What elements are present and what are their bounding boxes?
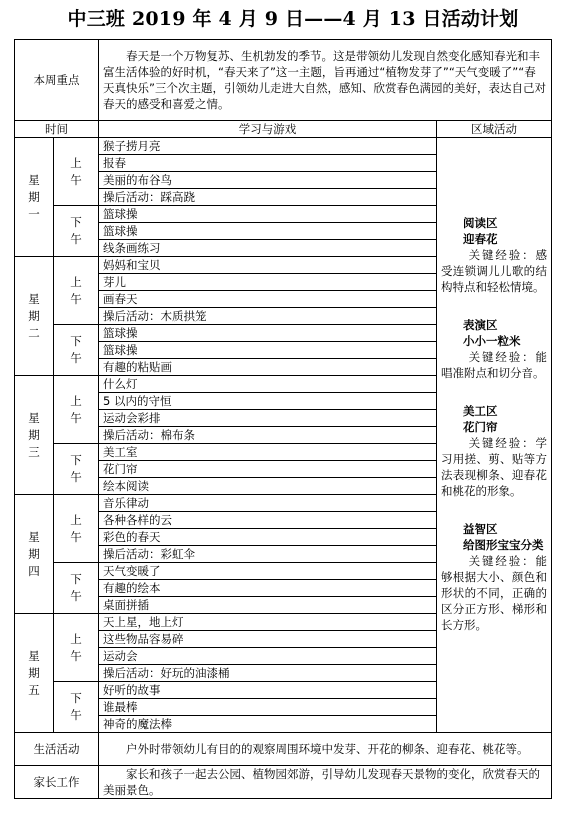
- header-learn: 学习与游戏: [99, 121, 437, 138]
- activity-item: 5 以内的守恒: [99, 393, 437, 410]
- activity-item: 操后活动：好玩的油漆桶: [99, 665, 437, 682]
- activity-item: 有趣的粘贴画: [99, 359, 437, 376]
- half-label-am: 上 午: [54, 257, 99, 325]
- activity-item: 芽儿: [99, 274, 437, 291]
- table-row: [15, 138, 552, 155]
- day-label-wed: [15, 376, 54, 495]
- activity-item: 猴子捞月亮: [99, 138, 437, 155]
- activity-item: 篮球操: [99, 223, 437, 240]
- parents-row: [15, 766, 552, 799]
- area-block-art: [441, 403, 547, 499]
- area-activity: 花门帘: [463, 420, 498, 434]
- activity-plan-table: [14, 39, 552, 799]
- day-label-fri: [15, 614, 54, 733]
- half-label-am: 上 午: [54, 138, 99, 206]
- area-activity: 给图形宝宝分类: [463, 538, 544, 552]
- parents-text: 家长和孩子一起去公园、植物园郊游，引导幼儿发现春天景物的变化，欣赏春天的美丽景色。: [99, 766, 552, 799]
- area-activity: 小小一粒米: [463, 334, 521, 348]
- day-label-text: 星 期 五: [28, 648, 40, 697]
- day-label-text: 星 期 三: [28, 410, 40, 459]
- activity-item: 运动会彩排: [99, 410, 437, 427]
- header-area: 区域活动: [437, 121, 552, 138]
- half-label-pm: 下 午: [54, 444, 99, 495]
- focus-label: 本周重点: [15, 40, 99, 121]
- area-block-reading: [441, 215, 547, 295]
- activity-item: 好听的故事: [99, 682, 437, 699]
- half-label-pm: 下 午: [54, 682, 99, 733]
- activity-item: 线条画练习: [99, 240, 437, 257]
- area-block-performance: [441, 317, 547, 381]
- activity-item: 操后活动：彩虹伞: [99, 546, 437, 563]
- activity-item: 美工室: [99, 444, 437, 461]
- activity-item: 美丽的布谷鸟: [99, 172, 437, 189]
- activity-item: 操后活动：棉布条: [99, 427, 437, 444]
- half-label-pm: 下 午: [54, 563, 99, 614]
- activity-item: 各种各样的云: [99, 512, 437, 529]
- activity-item: 有趣的绘本: [99, 580, 437, 597]
- area-name: 表演区: [463, 318, 498, 332]
- life-label: 生活活动: [15, 733, 99, 766]
- activity-item: 神奇的魔法棒: [99, 716, 437, 733]
- focus-text: 春天是一个万物复苏、生机勃发的季节。这是带领幼儿发现自然变化感知春光和丰富生活体验的好时机，“春天来了”这一主题，旨再通过“植物发芽了”“天气变暖了”“春天真快乐”三个次主题，引领幼儿走进大自然，感知、欣赏春色满园的美好，表达自己对春天的感受和喜爱之情。: [99, 40, 552, 121]
- day-label-text: 星 期 一: [28, 172, 40, 221]
- area-name: 益智区: [463, 522, 498, 536]
- activity-item: 篮球操: [99, 325, 437, 342]
- activity-item: 谁最棒: [99, 699, 437, 716]
- activity-item: 花门帘: [99, 461, 437, 478]
- area-block-puzzle: [441, 521, 547, 633]
- day-label-text: 星 期 四: [28, 529, 40, 578]
- activity-item: 运动会: [99, 648, 437, 665]
- half-label-pm: 下 午: [54, 325, 99, 376]
- area-key-experience: 关键经验：感受连锁调儿儿歌的结构特点和轻松情境。: [441, 248, 547, 294]
- activity-item: 音乐律动: [99, 495, 437, 512]
- day-label-tue: [15, 257, 54, 376]
- area-activities-column: [437, 138, 552, 733]
- activity-item: 桌面拼插: [99, 597, 437, 614]
- parents-label: 家长工作: [15, 766, 99, 799]
- page-title: 中三班 2019 年 4 月 9 日——4 月 13 日活动计划: [67, 8, 519, 30]
- activity-item: 篮球操: [99, 206, 437, 223]
- half-label-pm: 下 午: [54, 206, 99, 257]
- activity-item: 操后活动：木质拱笼: [99, 308, 437, 325]
- area-name: 美工区: [463, 404, 498, 418]
- activity-item: 篮球操: [99, 342, 437, 359]
- focus-row: [15, 40, 552, 121]
- activity-item: 报春: [99, 155, 437, 172]
- day-label-thu: [15, 495, 54, 614]
- area-key-experience: 关键经验：能唱准附点和切分音。: [441, 350, 547, 380]
- area-key-experience: 关键经验：学习用搓、剪、贴等方法表现柳条、迎春花和桃花的形象。: [441, 436, 547, 498]
- activity-item: 什么灯: [99, 376, 437, 393]
- life-text: 户外时带领幼儿有目的的观察周围环境中发芽、开花的柳条、迎春花、桃花等。: [99, 733, 552, 766]
- activity-item: 天上星，地上灯: [99, 614, 437, 631]
- area-activity: 迎春花: [463, 232, 498, 246]
- header-row: [15, 121, 552, 138]
- activity-item: 妈妈和宝贝: [99, 257, 437, 274]
- activity-item: 这些物品容易碎: [99, 631, 437, 648]
- area-key-experience: 关键经验：能够根据大小、颜色和形状的不同，正确的区分正方形、梯形和长方形。: [441, 554, 547, 632]
- day-label-mon: [15, 138, 54, 257]
- area-name: 阅读区: [463, 216, 498, 230]
- half-label-am: 上 午: [54, 614, 99, 682]
- half-label-am: 上 午: [54, 376, 99, 444]
- activity-item: 绘本阅读: [99, 478, 437, 495]
- activity-item: 彩色的春天: [99, 529, 437, 546]
- header-time: 时间: [15, 121, 99, 138]
- day-label-text: 星 期 二: [28, 291, 40, 340]
- activity-item: 操后活动：踩高跷: [99, 189, 437, 206]
- activity-item: 画春天: [99, 291, 437, 308]
- half-label-am: 上 午: [54, 495, 99, 563]
- life-row: [15, 733, 552, 766]
- activity-item: 天气变暖了: [99, 563, 437, 580]
